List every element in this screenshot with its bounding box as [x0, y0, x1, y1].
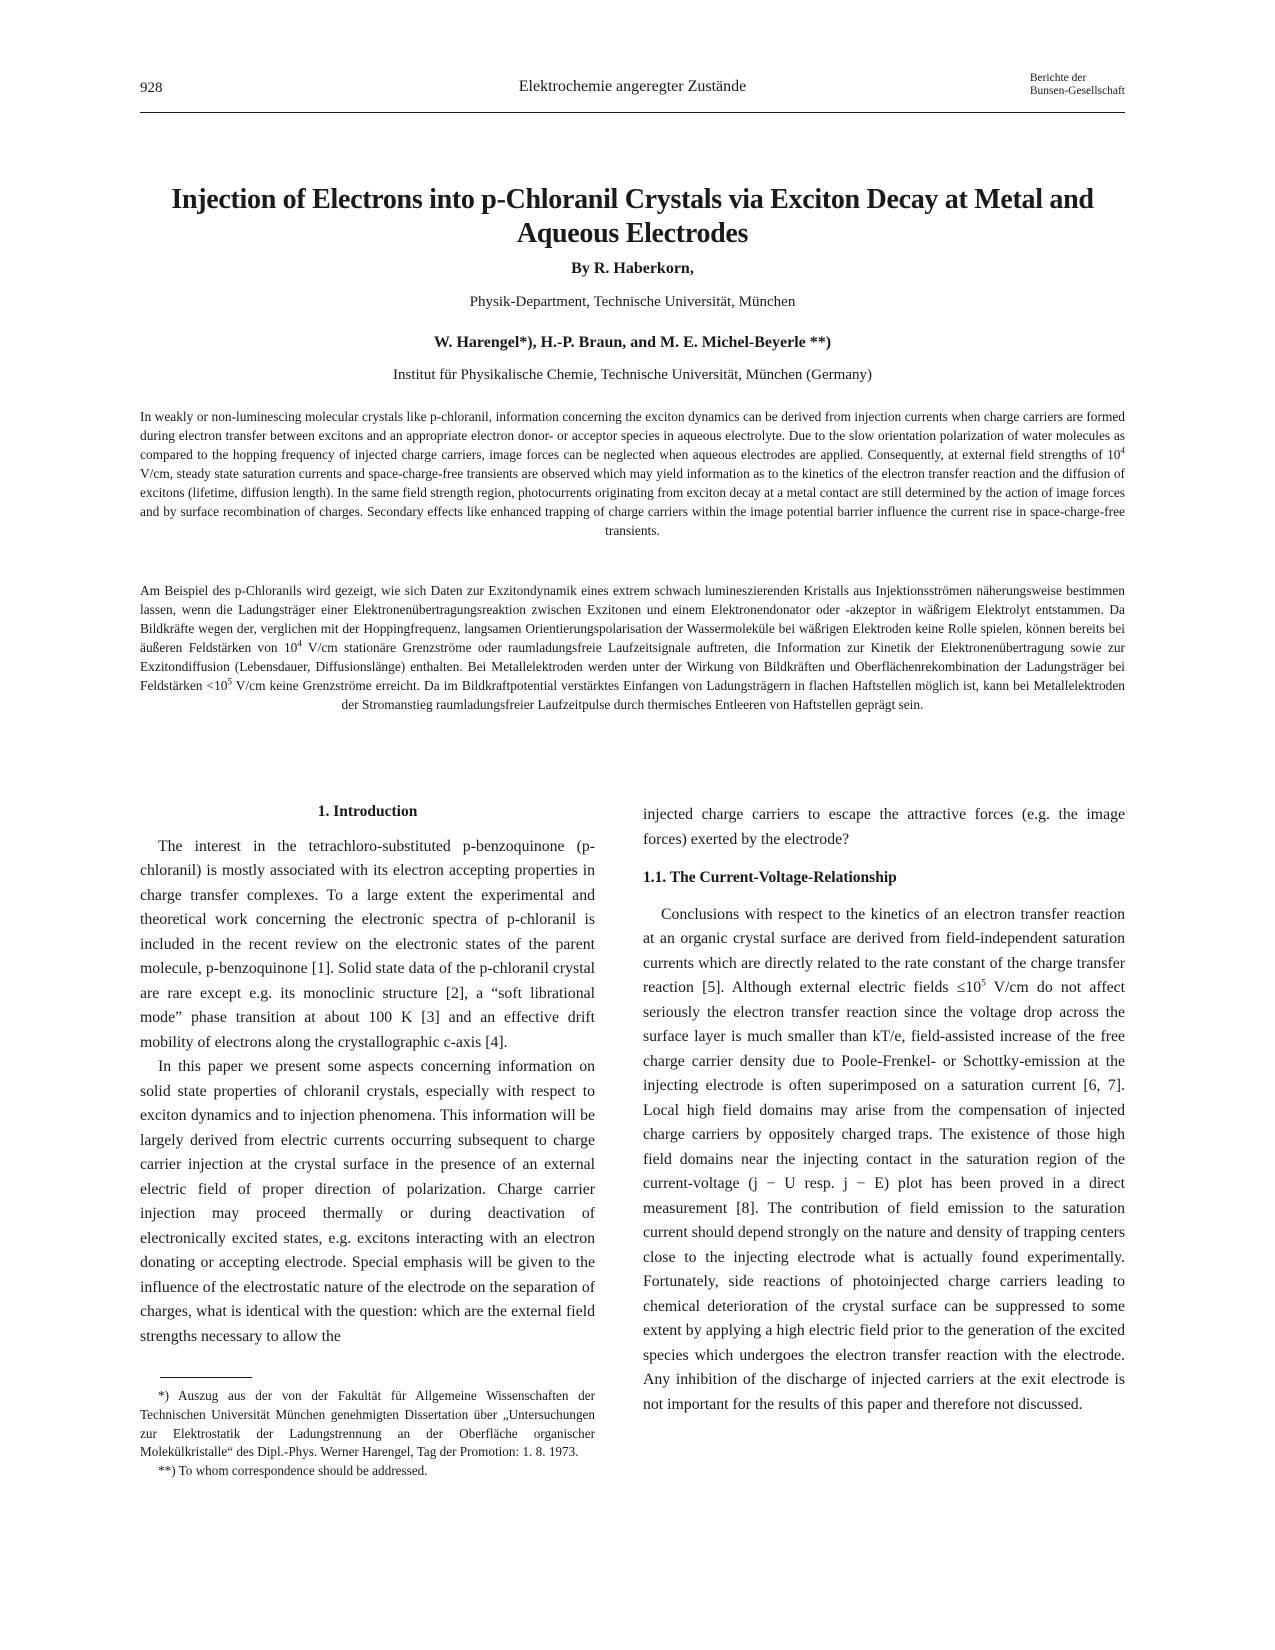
abstract-en-part-2: V/cm, steady state saturation currents and space-charge-free transients are observed which may yield information as to the kinetics of the electron transfer reaction and the diffusion of excitons (lifetime, diffusion length). In the same field strength region, photocurrents originating from exciton decay at a metal contact are still determined by the action of image forces and by surface recombination of charges. Secondary effects like enhanced trapping of charge carriers within the image potential barrier influence the current rise in space-charge-free transients.: [140, 466, 1125, 538]
footnote-2: **) To whom correspondence should be addressed.: [158, 1463, 428, 1479]
running-title: Elektrochemie angeregter Zustände: [518, 78, 747, 95]
page-number: 928: [140, 80, 163, 96]
abstract-en-part-1: In weakly or non-luminescing molecular crystals like p-chloranil, information concerning the exciton dynamics can be derived from injection currents when charge carriers are formed during electron transfer between excitons and an appropriate electron donor- or acceptor species in aqueous electrolyte. Due to the slow orientation polarization of water molecules as compared to the hopping frequency of injected charge carriers, image forces can be neglected when aqueous electrodes are applied. Consequently, at external field strengths of 10: [140, 409, 1125, 462]
footnote-1: *) Auszug aus der von der Fakultät für Allgemeine Wissenschaften der Technischen Universität München genehmigten Dissertation über „Untersuchungen zur Elektrostatik der Ladungstrennung an der Oberfläche organischer Molekülkristalle“ des Dipl.-Phys. Werner Harengel, Tag der Promotion: 1. 8. 1973.: [140, 1388, 595, 1460]
cv-paragraph-part-2: V/cm do not affect seriously the electron transfer reaction since the voltage drop across the surface layer is much smaller than kT/e, field-assisted increase of the free charge carrier density due to Poole-Frenkel- or Schottky-emission at the injecting electrode is often superimposed on a saturation current [6, 7]. Local high field domains may arise from the compensation of injected charge carriers by oppositely charged traps. The existence of those high field domains near the injecting contact in the saturation region of the current-voltage (j − U resp. j − E) plot has been proved in a direct measurement [8]. The contribution of field emission to the saturation current should depend strongly on the nature and density of trapping centers close to the injecting electrode what is actually found experimentally. Fortunately, side reactions of photoinjected charge carriers leading to chemical deterioration of the crystal surface can be suppressed to some extent by applying a high electric field prior to the generation of the excited species which undergoes the electron transfer reaction with the electrode. Any inhibition of the discharge of injected carriers at the exit electrode is not important for the results of this paper and therefore not discussed.: [643, 979, 1125, 1413]
page-header: [140, 72, 1125, 113]
footnotes: [140, 1387, 595, 1481]
abstract-german: [140, 581, 1125, 714]
journal-line-1: Berichte der: [1029, 72, 1087, 84]
affiliation-secondary: Institut für Physikalische Chemie, Technische Universität, München (Germany): [393, 367, 872, 383]
abstract-en-exponent: 4: [1120, 445, 1125, 456]
journal-name: [1030, 72, 1125, 98]
authors-primary: By R. Haberkorn,: [571, 260, 694, 277]
footnote-divider: [160, 1377, 252, 1378]
abstract-de-exponent-1: 4: [297, 638, 302, 649]
subsection-heading-current-voltage: 1.1. The Current-Voltage-Relationship: [643, 869, 897, 886]
intro-paragraph-1: The interest in the tetrachloro-substituted p-benzoquinone (p-chloranil) is mostly associated with its electron accepting properties in charge transfer complexes. To a large extent the experimental and theoretical work concerning the electronic spectra of p-chloranil is included in the recent review on the electronic states of the parent molecule, p-benzoquinone [1]. Solid state data of the p-chloranil crystal are rare except e.g. its monoclinic structure [2], a “soft librational mode” phase transition at about 100 K [3] and an effective drift mobility of electrons along the crystallographic c-axis [4].: [140, 837, 595, 1051]
journal-line-2: Bunsen-Gesellschaft: [1029, 85, 1125, 97]
continuation-paragraph: injected charge carriers to escape the attractive forces (e.g. the image forces) exerted by the electrode?: [643, 806, 1125, 848]
abstract-de-part-1: Am Beispiel des p-Chloranils wird gezeigt, wie sich Daten zur Exzitondynamik eines extrem schwach lumineszierenden Kristalls aus Injektionsströmen näherungsweise bestimmen lassen, wenn die Ladungsträger einer Elektronenübertragungsreaktion zwischen Exzitonen und einem Elektronendonator oder -akzeptor in wäßrigem Elektrolyt entstammen. Da Bildkräfte wegen der, verglichen mit der Hoppingfrequenz, langsamen Orientierungspolarisation der Wassermoleküle bei wäßrigen Elektroden keine Rolle spielen, können bereits bei äußeren Feldstärken von 10: [140, 583, 1125, 655]
left-column: [140, 800, 595, 1349]
abstract-de-part-3: V/cm keine Grenzströme erreicht. Da im Bildkraftpotential verstärktes Einfangen von Ladungsträgern in flachen Haftstellen möglich ist, kann bei Metallelektroden der Stromanstieg raumladungsfreier Laufzeitpulse durch thermisches Entleeren von Haftstellen geprägt sein.: [231, 678, 1126, 712]
intro-paragraph-2: In this paper we present some aspects concerning information on solid state properties of chloranil crystals, especially with respect to exciton dynamics and to injection phenomena. This information will be largely derived from electric currents occurring subsequent to charge carrier injection at the crystal surface in the presence of an external electric field of proper direction of polarization. Charge carrier injection may proceed thermally or during deactivation of electronically excited states, e.g. excitons interacting with an electron donating or accepting electrode. Special emphasis will be given to the influence of the electrostatic nature of the electrode on the separation of charges, what is identical with the question: which are the external field strengths necessary to allow the: [140, 1058, 595, 1345]
current-voltage-paragraph: [643, 903, 1125, 1418]
abstract-english: [140, 407, 1125, 540]
authors-secondary: W. Harengel*), H.-P. Braun, and M. E. Michel-Beyerle **): [433, 334, 832, 351]
abstract-de-exponent-2: 5: [227, 676, 232, 687]
cv-paragraph-exponent: 5: [981, 977, 986, 988]
paper-title: Injection of Electrons into p-Chloranil Crystals via Exciton Decay at Metal and Aqueous Electrodes: [171, 184, 1094, 249]
abstract-de-part-2: V/cm stationäre Grenzströme oder raumladungsfreie Laufzeitsignale auftreten, die Information zur Kinetik der Elektronenübertragung sowie zur Exzitondiffusion (Lebensdauer, Diffusionslänge) enthalten. Bei Metallelektroden werden unter der Wirkung von Bildkräften und Oberflächenrekombination der Ladungsträger bei Feldstärken <10: [140, 640, 1126, 693]
section-heading-introduction: 1. Introduction: [317, 803, 418, 820]
right-column: [643, 803, 1125, 1417]
cv-paragraph-part-1: Conclusions with respect to the kinetics of an electron transfer reaction at an organic crystal surface are derived from field-independent saturation currents which are directly related to the rate constant of the charge transfer reaction [5]. Although external electric fields ≤10: [643, 905, 1125, 996]
affiliation-primary: Physik-Department, Technische Universität, München: [469, 294, 796, 310]
